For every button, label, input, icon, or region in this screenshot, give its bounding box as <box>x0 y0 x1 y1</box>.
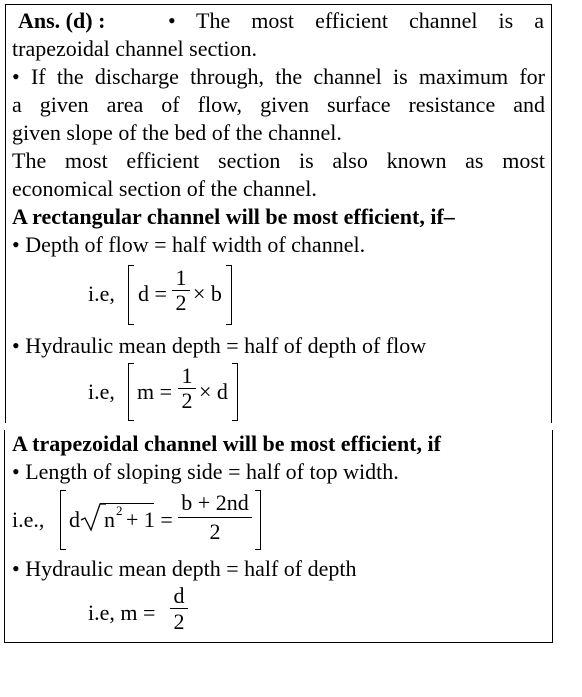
denominator: 2 <box>209 519 221 544</box>
bullet-icon: • <box>12 64 20 89</box>
sqrt-overline <box>100 503 154 504</box>
left-bracket <box>128 265 134 325</box>
rect-eq2-fraction <box>178 364 196 413</box>
bullet-icon: • <box>12 459 20 484</box>
right-bracket <box>232 363 238 421</box>
bullet-icon: • <box>12 333 20 358</box>
rect-eq1-prefix: i.e, <box>88 281 115 306</box>
point-3-line-2: economical section of the channel. <box>12 176 317 201</box>
right-bracket <box>255 490 261 550</box>
bullet-icon: • <box>12 232 20 257</box>
point-2-line-1: • If the discharge through, the channel is maximum for <box>12 64 545 89</box>
rect-eq1-rhs: × b <box>193 281 222 306</box>
right-bracket <box>226 265 232 325</box>
trap-eq1-radicand: n <box>104 507 115 532</box>
trapezoidal-condition-1: • Length of sloping side = half of top width. <box>12 459 399 484</box>
answer-line <box>18 8 105 34</box>
denominator: 2 <box>175 290 187 315</box>
rect-eq2-prefix: i.e, <box>88 379 115 404</box>
denominator: 2 <box>173 609 185 634</box>
rect-eq2-lhs: m = <box>137 379 173 404</box>
answer-label: Ans. (d) : <box>18 8 106 33</box>
point-3-line-1: The most efficient section is also known as most <box>12 148 545 173</box>
rect-eq1-lhs: d = <box>138 281 167 306</box>
trapezoidal-heading: A trapezoidal channel will be most efficient, if <box>12 431 441 456</box>
numerator: d <box>173 583 185 608</box>
numerator: 1 <box>175 265 187 290</box>
trap-eq2-prefix: i.e, m = <box>88 600 156 625</box>
denominator: 2 <box>181 388 193 413</box>
numerator: b + 2nd <box>181 490 249 515</box>
trap-eq1-fraction <box>178 491 252 546</box>
bullet-icon: • <box>12 556 20 581</box>
rectangular-heading: A rectangular channel will be most efficient, if– <box>12 204 455 229</box>
trap-eq1-exponent: 2 <box>116 503 123 518</box>
numerator: 1 <box>181 363 193 388</box>
rectangular-condition-2: • Hydraulic mean depth = half of depth of flow <box>12 333 427 358</box>
left-bracket <box>60 490 66 550</box>
point-1-text: The most efficient channel is a <box>196 8 544 33</box>
trap-eq1-d: d <box>69 507 80 532</box>
left-bracket <box>128 363 134 421</box>
point-1 <box>168 8 176 34</box>
bullet-icon: • <box>168 8 176 33</box>
point-2-line-2: a given area of flow, given surface resistance and <box>12 92 545 117</box>
rectangular-condition-1: • Depth of flow = half width of channel. <box>12 232 366 257</box>
trap-eq2-fraction <box>170 584 188 635</box>
point-1-continuation: trapezoidal channel section. <box>12 36 257 61</box>
trapezoidal-condition-2: • Hydraulic mean depth = half of depth <box>12 556 357 581</box>
point-2-line-3: given slope of the bed of the channel. <box>12 120 342 145</box>
rect-eq2-rhs: × d <box>199 379 228 404</box>
trap-eq1-plus: + 1 = <box>126 507 173 532</box>
sqrt-icon <box>80 502 106 532</box>
trap-eq1-prefix: i.e., <box>12 507 45 532</box>
rect-eq1-fraction <box>172 266 190 315</box>
